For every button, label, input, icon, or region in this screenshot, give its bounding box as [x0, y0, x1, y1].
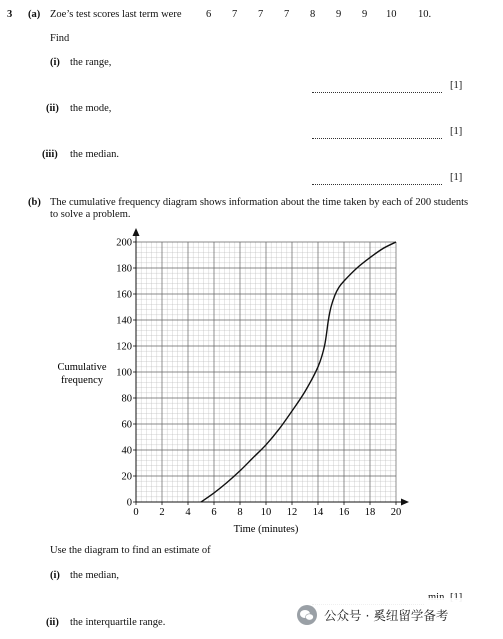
find-text: Find — [50, 33, 70, 44]
y-tick-label: 0 — [126, 497, 132, 509]
item-text: the range, — [70, 57, 112, 68]
part-b-label: (b) — [28, 197, 41, 208]
y-tick-label: 180 — [116, 263, 132, 275]
marks: [1] — [450, 80, 463, 91]
part-b-stem-line2: to solve a problem. — [50, 209, 131, 220]
question-number: 3 — [7, 9, 13, 20]
part-a-label: (a) — [28, 9, 41, 20]
x-tick-label: 6 — [211, 507, 217, 518]
x-tick-label: 2 — [159, 507, 165, 518]
x-tick-label: 18 — [364, 507, 376, 518]
y-tick-label: 120 — [116, 341, 132, 353]
score: 10. — [418, 9, 432, 20]
part-b-stem-line1: The cumulative frequency diagram shows information about the time taken by each of 200 students — [50, 197, 469, 208]
x-axis-label: Time (minutes) — [233, 524, 299, 535]
y-axis-arrow — [133, 228, 140, 236]
wechat-logo-icon — [296, 604, 318, 626]
score: 9 — [336, 9, 342, 20]
x-tick-label: 4 — [185, 507, 191, 518]
y-tick-label: 40 — [121, 445, 132, 457]
score: 8 — [310, 9, 316, 20]
y-tick-label: 20 — [121, 471, 132, 483]
marks: [1] — [450, 126, 463, 137]
item-label: (ii) — [46, 103, 59, 114]
x-tick-label: 8 — [237, 507, 243, 518]
x-tick-label: 12 — [286, 507, 298, 518]
y-axis-label: frequency — [61, 375, 103, 386]
watermark — [296, 598, 503, 632]
item-text: the median. — [70, 149, 119, 160]
y-tick-label: 60 — [121, 419, 132, 431]
y-tick-label: 140 — [116, 315, 132, 327]
x-tick-label: 10 — [260, 507, 272, 518]
y-axis-label: Cumulative — [57, 362, 107, 373]
use-diagram-text: Use the diagram to find an estimate of — [50, 545, 211, 556]
item-label: (i) — [50, 570, 60, 581]
item-text: the interquartile range. — [70, 617, 166, 628]
x-tick-label: 0 — [133, 507, 139, 518]
score: 7 — [284, 9, 290, 20]
y-tick-label: 80 — [121, 393, 132, 405]
x-axis-arrow — [401, 499, 409, 506]
item-label: (i) — [50, 57, 60, 68]
score: 10 — [386, 9, 397, 20]
score: 6 — [206, 9, 212, 20]
part-a-stem: Zoe’s test scores last term were — [50, 9, 182, 20]
x-tick-label: 20 — [390, 507, 402, 518]
item-text: the median, — [70, 570, 119, 581]
y-tick-label: 100 — [116, 367, 132, 379]
y-tick-label: 160 — [116, 289, 132, 301]
item-label: (ii) — [46, 617, 59, 628]
marks: [1] — [450, 172, 463, 183]
item-text: the mode, — [70, 103, 112, 114]
x-tick-label: 16 — [338, 507, 350, 518]
watermark-text: 公众号 · 奚纽留学备考 — [324, 608, 449, 623]
score: 7 — [258, 9, 264, 20]
item-label: (iii) — [42, 149, 58, 160]
score: 9 — [362, 9, 368, 20]
score: 7 — [232, 9, 238, 20]
x-tick-label: 14 — [312, 507, 324, 518]
y-tick-label: 200 — [116, 237, 132, 249]
